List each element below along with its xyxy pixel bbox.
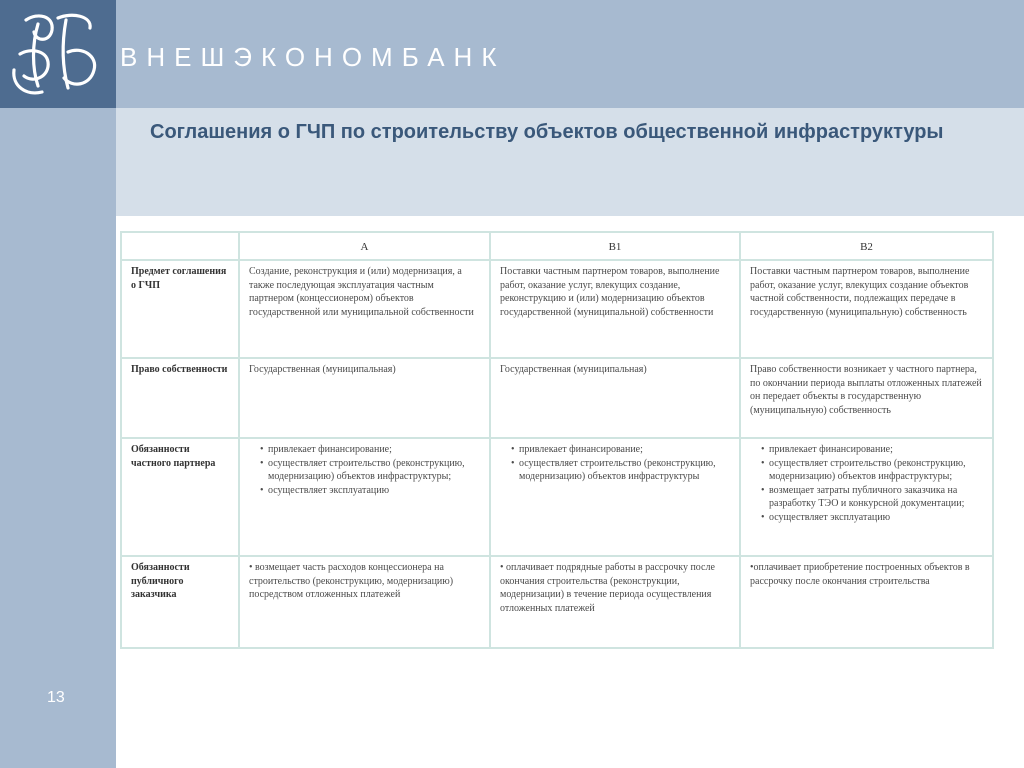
table-cell [740,438,993,556]
table-cell: •оплачивает приобретение построенных объектов в рассрочку после окончания строительства [740,556,993,648]
bullet-list [500,443,730,484]
comparison-table [120,231,994,649]
title-band [116,108,1024,216]
header-band [116,0,1024,108]
list-item: • привлекает финансирование; [761,443,983,457]
table-cell: Право собственности возникает у частного партнера, по окончании периода выплаты отложенных платежей он передает объекты в государственную (муниципальную) собственность [740,358,993,438]
list-item: • привлекает финансирование; [511,443,730,457]
table-cell: Государственная (муниципальная) [490,358,740,438]
row-label: Предмет соглашения о ГЧП [121,260,239,358]
bullet-list [249,443,480,497]
row-label: Обязанности частного партнера [121,438,239,556]
slide-title: Соглашения о ГЧП по строительству объектов общественной инфраструктуры [150,121,944,143]
list-item: • осуществляет строительство (реконструкцию, модернизацию) объектов инфраструктуры; [260,457,480,484]
row-label: Обязанности публичного заказчика [121,556,239,648]
table-cell: Создание, реконструкция и (или) модернизация, а также последующая эксплуатация частным партнером (концессионером) объектов государственной или муниципальной собственности [239,260,490,358]
table-row [121,556,993,648]
logo-block [0,0,116,108]
table-row [121,260,993,358]
table-cell: Поставки частным партнером товаров, выполнение работ, оказание услуг, влекущих создание объектов частной собственности, подлежащих передаче в государственную (муниципальную) собственность [740,260,993,358]
column-header-b2: В2 [740,232,993,260]
table-cell: • оплачивает подрядные работы в рассрочку после окончания строительства (реконструкции, модернизации) в течение периода осуществления отложенных платежей [490,556,740,648]
column-header-b1: В1 [490,232,740,260]
list-item: • привлекает финансирование; [260,443,480,457]
list-item: • осуществляет эксплуатацию [761,511,983,525]
table-cell: • возмещает часть расходов концессионера на строительство (реконструкцию, модернизацию) посредством отложенных платежей [239,556,490,648]
left-sidebar-bar [0,108,116,768]
table-cell [490,438,740,556]
list-item: • осуществляет строительство (реконструкцию, модернизацию) объектов инфраструктуры [511,457,730,484]
list-item: • осуществляет эксплуатацию [260,484,480,498]
list-item: • осуществляет строительство (реконструкцию, модернизацию) объектов инфраструктуры; [761,457,983,484]
list-item: • возмещает затраты публичного заказчика на разработку ТЭО и конкурсной документации; [761,484,983,511]
row-label: Право собственности [121,358,239,438]
table-cell: Поставки частным партнером товаров, выполнение работ, оказание услуг, влекущих создание, реконструкцию и (или) модернизацию объектов государственной (муниципальной) собственности [490,260,740,358]
bullet-list [750,443,983,524]
table-cell [239,438,490,556]
table-row [121,358,993,438]
bank-name: ВНЕШЭКОНОМБАНК [120,42,506,72]
table-row [121,438,993,556]
column-header-a: А [239,232,490,260]
table-cell: Государственная (муниципальная) [239,358,490,438]
column-header-empty [121,232,239,260]
veb-logo-icon [8,6,104,102]
table-header-row [121,232,993,260]
page-number: 13 [47,689,65,706]
